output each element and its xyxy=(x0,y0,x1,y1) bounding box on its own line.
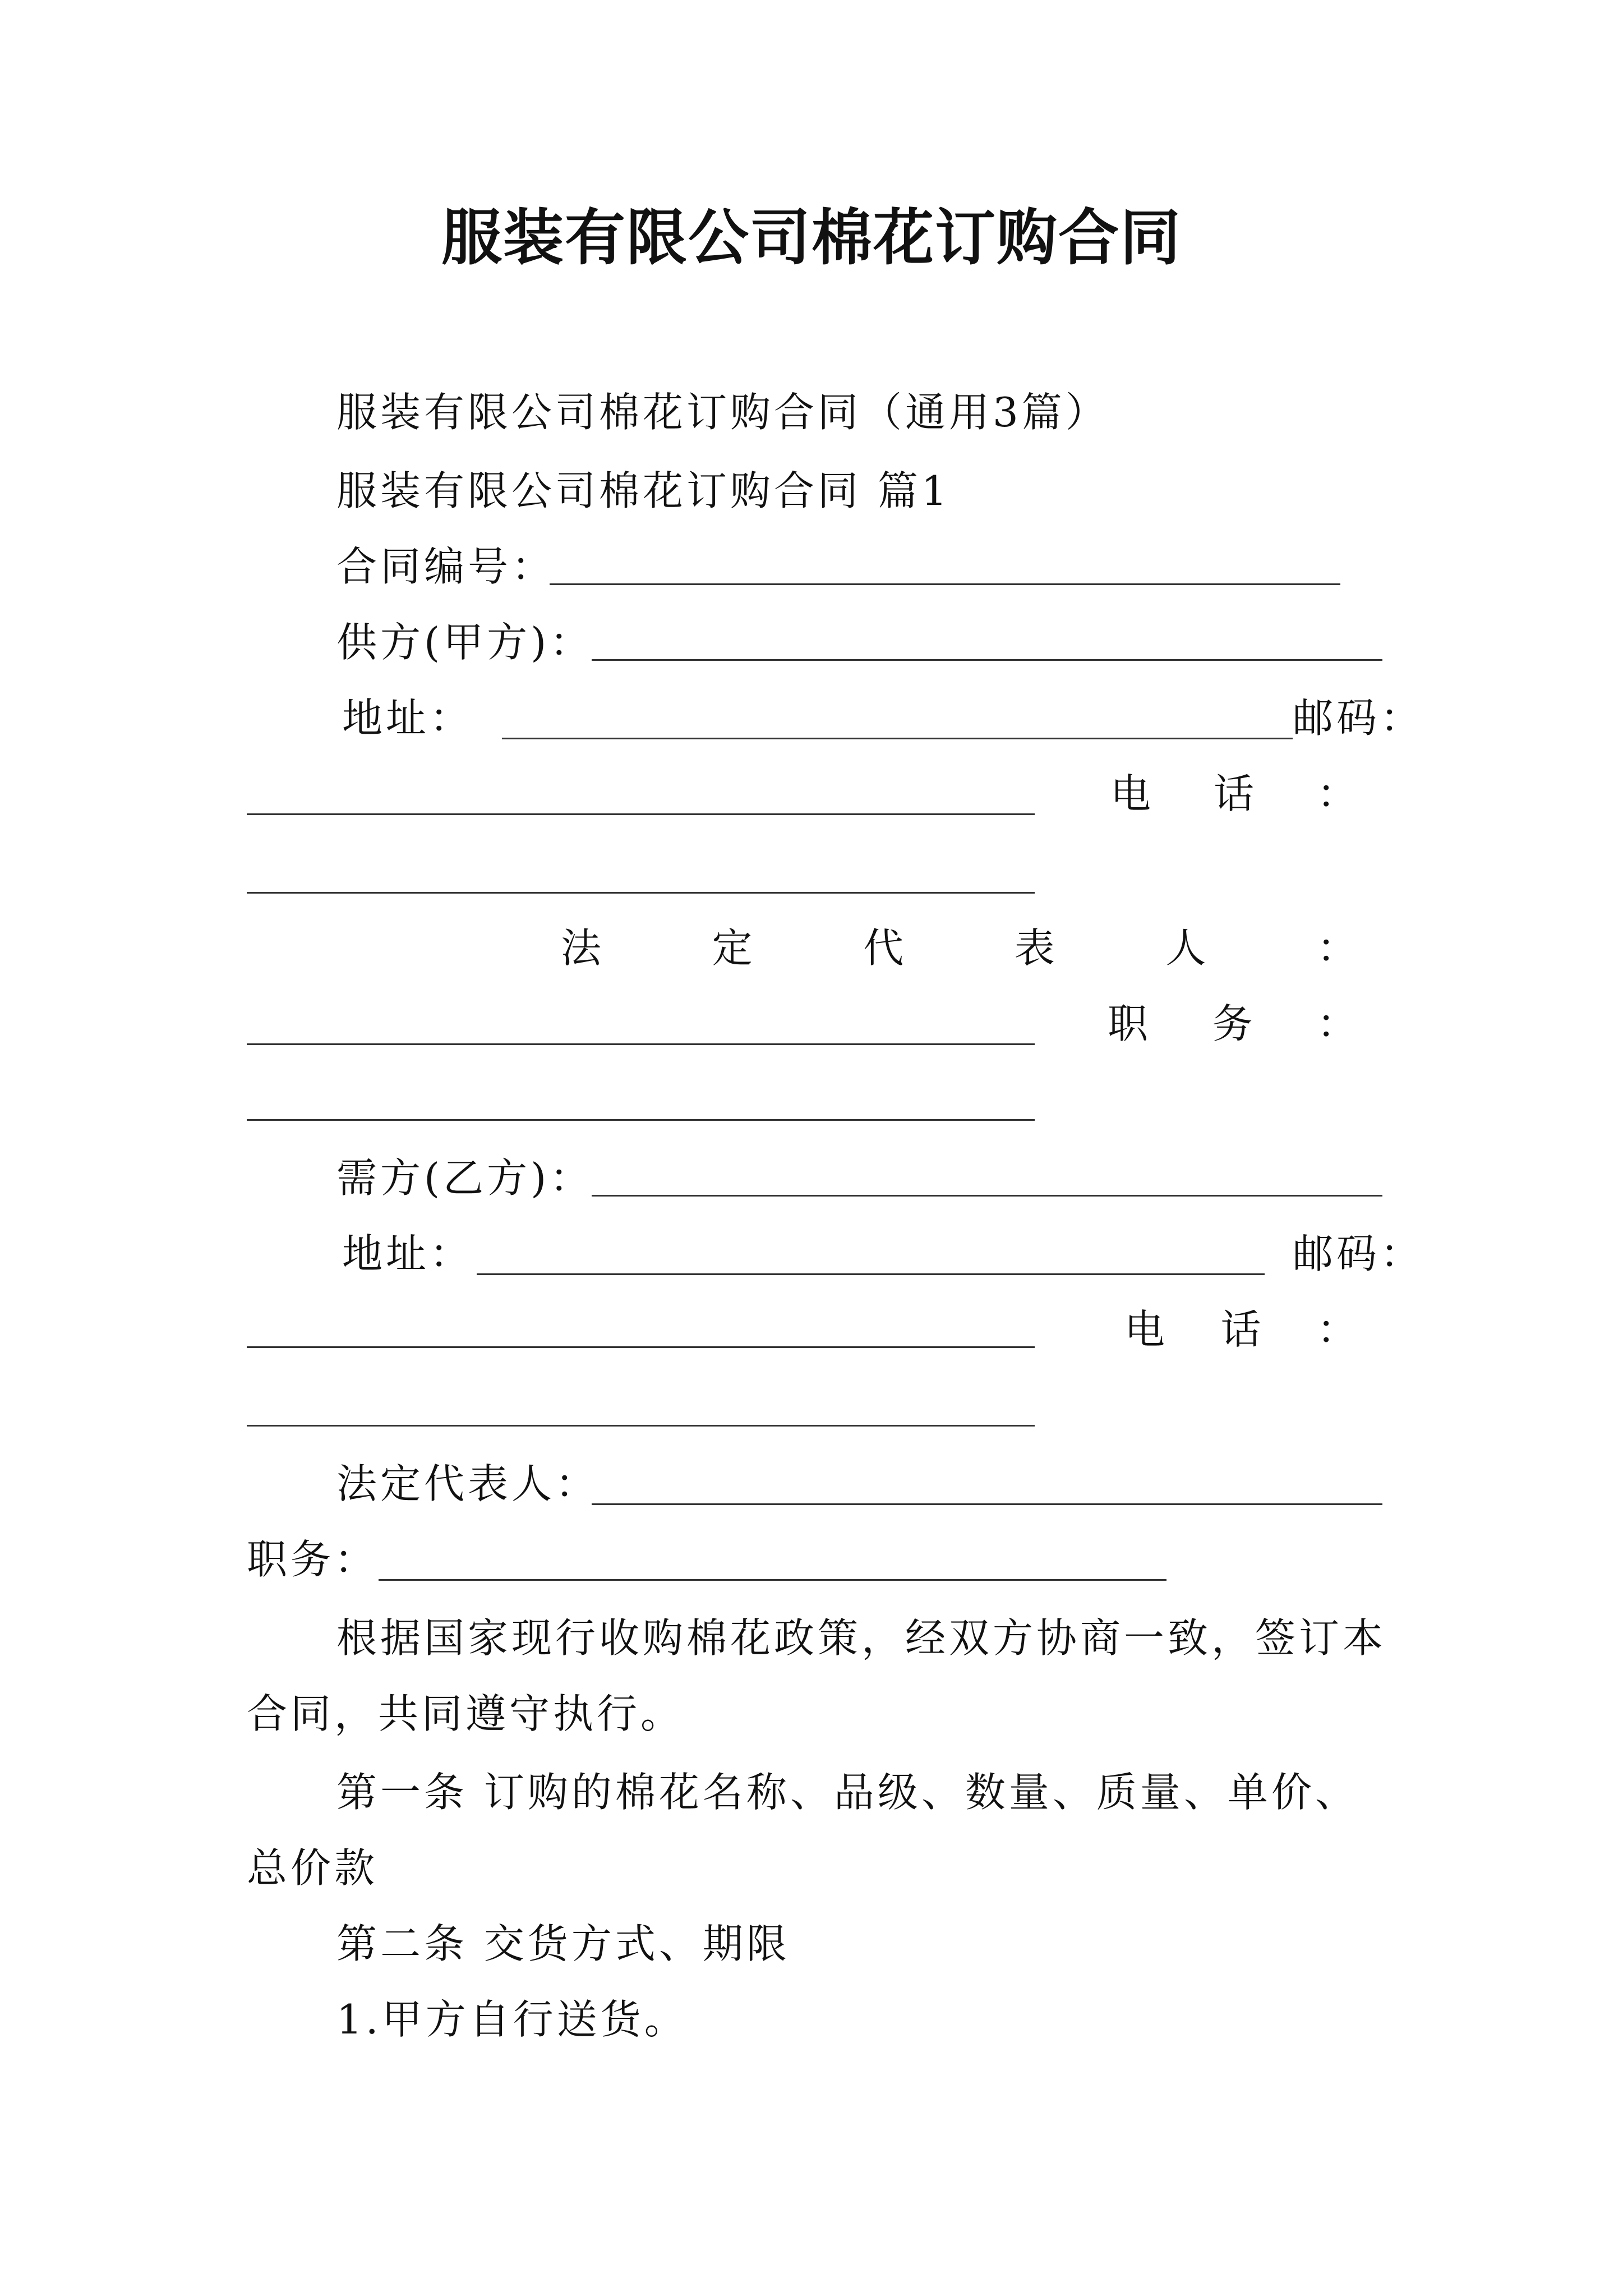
label-char: ： xyxy=(1316,924,1357,972)
supplier-phone-blank[interactable] xyxy=(247,892,1035,894)
buyer-postcode-label: 邮码： xyxy=(1293,1230,1424,1277)
buyer-blank[interactable] xyxy=(592,1195,1382,1197)
buyer-phone-blank[interactable] xyxy=(247,1425,1035,1427)
buyer-phone-label xyxy=(1124,1304,1357,1355)
supplier-legal-rep-label xyxy=(561,923,1357,973)
label-char: ： xyxy=(1316,1000,1357,1047)
label-char: 话 xyxy=(1213,770,1254,817)
label-char: 电 xyxy=(1110,770,1151,817)
buyer-title-blank[interactable] xyxy=(379,1579,1166,1581)
buyer-address-blank[interactable] xyxy=(477,1273,1265,1275)
supplier-postcode-blank[interactable] xyxy=(247,813,1035,815)
supplier-blank[interactable] xyxy=(592,659,1382,661)
article1-line1: 第一条 订购的棉花名称、品级、数量、质量、单价、 xyxy=(336,1769,1359,1816)
label-char: 人 xyxy=(1165,924,1206,972)
label-char: ： xyxy=(1316,1306,1357,1353)
buyer-postcode-blank[interactable] xyxy=(247,1346,1035,1348)
page-title: 服装有限公司棉花订购合同 xyxy=(441,203,1182,273)
contract-number-label: 合同编号： xyxy=(336,543,556,590)
supplier-address-blank[interactable] xyxy=(502,738,1293,739)
article2-heading: 第二条 交货方式、期限 xyxy=(336,1920,790,1967)
document-subtitle: 服装有限公司棉花订购合同（通用3篇） xyxy=(336,389,1109,436)
label-char: ： xyxy=(1316,770,1357,817)
section-heading: 服装有限公司棉花订购合同 篇1 xyxy=(336,467,951,514)
label-char: 代 xyxy=(863,924,904,972)
item1: 1.甲方自行送货。 xyxy=(336,1996,688,2043)
label-char: 表 xyxy=(1014,924,1055,972)
buyer-title-label: 职务： xyxy=(247,1536,379,1583)
article1-line2: 总价款 xyxy=(247,1844,379,1892)
label-char: 电 xyxy=(1124,1306,1165,1353)
label-char: 职 xyxy=(1108,1000,1149,1047)
buyer-legal-rep-blank[interactable] xyxy=(592,1503,1382,1505)
buyer-legal-rep-label: 法定代表人： xyxy=(336,1460,600,1507)
intro-paragraph-line2: 合同，共同遵守执行。 xyxy=(247,1690,685,1737)
buyer-address-label: 地址： xyxy=(342,1230,474,1277)
label-char: 法 xyxy=(561,924,602,972)
supplier-label: 供方(甲方)： xyxy=(336,619,594,666)
intro-paragraph-line1: 根据国家现行收购棉花政策，经双方协商一致，签订本 xyxy=(336,1614,1387,1662)
label-char: 定 xyxy=(712,924,753,972)
supplier-legal-rep-blank[interactable] xyxy=(247,1043,1035,1045)
supplier-postcode-label: 邮码： xyxy=(1293,694,1424,742)
supplier-title-label xyxy=(1108,999,1357,1049)
supplier-title-blank[interactable] xyxy=(247,1119,1035,1121)
label-char: 话 xyxy=(1220,1306,1261,1353)
supplier-phone-label xyxy=(1110,769,1357,819)
supplier-address-label: 地址： xyxy=(342,694,474,742)
buyer-label: 需方(乙方)： xyxy=(336,1154,594,1202)
contract-number-blank[interactable] xyxy=(550,583,1340,585)
label-char: 务 xyxy=(1212,1000,1253,1047)
